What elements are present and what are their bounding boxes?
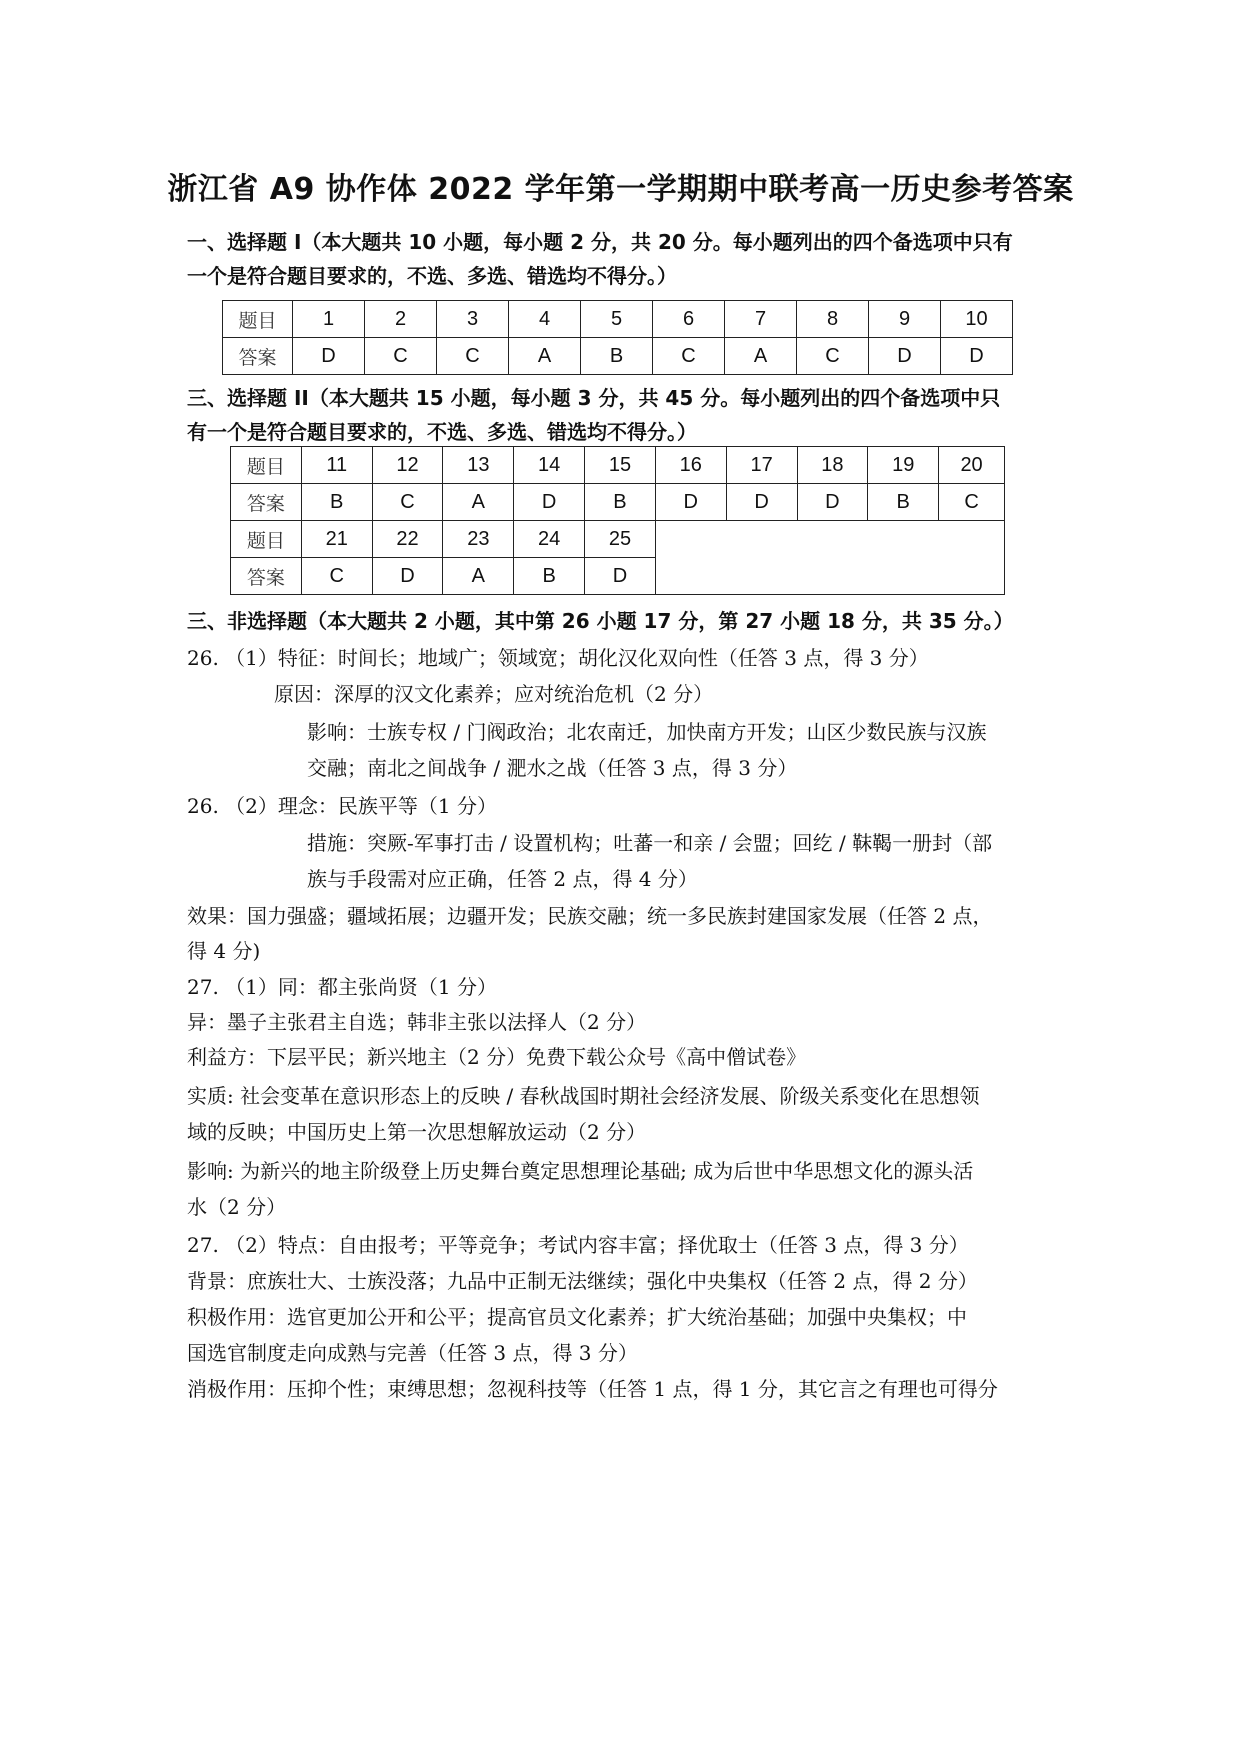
section1-heading-line1: 一、选择题 I（本大题共 10 小题，每小题 2 分，共 20 分。每小题列出的四个备选项中只有 bbox=[187, 230, 1013, 254]
answer-line: 背景：庶族壮大、士族没落；九品中正制无法继续；强化中央集权（任答 2 点，得 2 分） bbox=[187, 1269, 978, 1293]
question-number: 21 bbox=[301, 521, 372, 558]
answer-cell: C bbox=[301, 558, 372, 595]
question-number: 7 bbox=[725, 301, 797, 338]
answer-cell: D bbox=[797, 484, 868, 521]
question-number: 1 bbox=[293, 301, 365, 338]
answer-line: 效果：国力强盛；疆域拓展；边疆开发；民族交融；统一多民族封建国家发展（任答 2 点， bbox=[187, 904, 993, 928]
answer-cell: C bbox=[437, 338, 509, 375]
question-number: 14 bbox=[514, 447, 585, 484]
question-number: 17 bbox=[726, 447, 797, 484]
question-number: 13 bbox=[443, 447, 514, 484]
question-number: 8 bbox=[797, 301, 869, 338]
section3-heading: 三、非选择题（本大题共 2 小题，其中第 26 小题 17 分，第 27 小题 18 分，共 35 分。） bbox=[187, 609, 1014, 633]
answer-line: 得 4 分) bbox=[187, 939, 261, 963]
row-label-question: 题目 bbox=[231, 521, 302, 558]
question-number: 12 bbox=[372, 447, 443, 484]
answer-cell: B bbox=[585, 484, 656, 521]
answer-cell: A bbox=[509, 338, 581, 375]
answer-cell: A bbox=[443, 558, 514, 595]
row-label-answer: 答案 bbox=[231, 558, 302, 595]
section2-heading-line2: 有一个是符合题目要求的，不选、多选、错选均不得分。） bbox=[187, 420, 697, 444]
answer-line: 26. （2）理念：民族平等（1 分） bbox=[187, 794, 497, 818]
answer-cell: D bbox=[514, 484, 585, 521]
question-number: 6 bbox=[653, 301, 725, 338]
question-number: 15 bbox=[585, 447, 656, 484]
answer-line: 27. （1）同：都主张尚贤（1 分） bbox=[187, 975, 497, 999]
answer-cell: C bbox=[797, 338, 869, 375]
row-label-question: 题目 bbox=[231, 447, 302, 484]
answer-line: 交融；南北之间战争 / 淝水之战（任答 3 点，得 3 分） bbox=[307, 756, 798, 780]
question-number: 19 bbox=[868, 447, 939, 484]
answer-line: 原因：深厚的汉文化素养；应对统治危机（2 分） bbox=[274, 682, 714, 706]
answer-cell: D bbox=[293, 338, 365, 375]
answer-cell: C bbox=[365, 338, 437, 375]
answer-line: 水（2 分） bbox=[187, 1195, 287, 1219]
answer-cell: B bbox=[514, 558, 585, 595]
row-label-question: 题目 bbox=[223, 301, 293, 338]
question-number: 22 bbox=[372, 521, 443, 558]
answer-cell: C bbox=[653, 338, 725, 375]
question-number: 25 bbox=[585, 521, 656, 558]
answer-line: 国选官制度走向成熟与完善（任答 3 点，得 3 分） bbox=[187, 1341, 638, 1365]
section2-heading-line1: 三、选择题 II（本大题共 15 小题，每小题 3 分，共 45 分。每小题列出的四个备选项中只 bbox=[187, 386, 1001, 410]
question-number: 24 bbox=[514, 521, 585, 558]
answer-line: 措施：突厥-军事打击 / 设置机构；吐蕃一和亲 / 会盟；回纥 / 靺鞨一册封（部 bbox=[307, 831, 993, 855]
answer-cell: D bbox=[726, 484, 797, 521]
answer-cell: D bbox=[372, 558, 443, 595]
answer-cell: A bbox=[725, 338, 797, 375]
question-number: 9 bbox=[869, 301, 941, 338]
answer-cell: B bbox=[301, 484, 372, 521]
answer-line: 异：墨子主张君主自选；韩非主张以法择人（2 分） bbox=[187, 1010, 647, 1034]
section1-heading-line2: 一个是符合题目要求的，不选、多选、错选均不得分。） bbox=[187, 264, 677, 288]
question-number: 11 bbox=[301, 447, 372, 484]
question-number: 4 bbox=[509, 301, 581, 338]
answer-line: 实质: 社会变革在意识形态上的反映 / 春秋战国时期社会经济发展、阶级关系变化在思想领 bbox=[187, 1084, 980, 1108]
answer-cell: C bbox=[939, 484, 1005, 521]
question-number: 5 bbox=[581, 301, 653, 338]
answer-line: 利益方：下层平民；新兴地主（2 分）免费下载公众号《高中僧试卷》 bbox=[187, 1045, 807, 1069]
question-number: 16 bbox=[655, 447, 726, 484]
section1-answer-table bbox=[222, 300, 1013, 375]
page-title: 浙江省 A9 协作体 2022 学年第一学期期中联考高一历史参考答案 bbox=[167, 172, 1074, 207]
answer-line: 影响: 为新兴的地主阶级登上历史舞台奠定思想理论基础; 成为后世中华思想文化的源头活 bbox=[187, 1159, 974, 1183]
answer-cell: C bbox=[372, 484, 443, 521]
answer-line: 27. （2）特点：自由报考；平等竞争；考试内容丰富；择优取士（任答 3 点，得 3 分） bbox=[187, 1233, 969, 1257]
answer-line: 影响：士族专权 / 门阀政治；北农南迁，加快南方开发；山区少数民族与汉族 bbox=[307, 720, 987, 744]
answer-cell: D bbox=[655, 484, 726, 521]
question-number: 10 bbox=[941, 301, 1013, 338]
answer-cell: A bbox=[443, 484, 514, 521]
answer-line: 26. （1）特征：时间长；地域广；领域宽；胡化汉化双向性（任答 3 点，得 3 分） bbox=[187, 646, 929, 670]
answer-line: 族与手段需对应正确，任答 2 点，得 4 分） bbox=[307, 867, 698, 891]
question-number: 2 bbox=[365, 301, 437, 338]
answer-line: 消极作用：压抑个性；束缚思想；忽视科技等（任答 1 点，得 1 分，其它言之有理也可得分 bbox=[187, 1377, 998, 1401]
answer-cell: B bbox=[581, 338, 653, 375]
answer-cell: D bbox=[869, 338, 941, 375]
question-number: 23 bbox=[443, 521, 514, 558]
row-label-answer: 答案 bbox=[223, 338, 293, 375]
empty-cell bbox=[655, 521, 1004, 595]
question-number: 3 bbox=[437, 301, 509, 338]
answer-cell: D bbox=[585, 558, 656, 595]
question-number: 18 bbox=[797, 447, 868, 484]
answer-cell: D bbox=[941, 338, 1013, 375]
answer-line: 域的反映；中国历史上第一次思想解放运动（2 分） bbox=[187, 1120, 647, 1144]
answer-cell: B bbox=[868, 484, 939, 521]
row-label-answer: 答案 bbox=[231, 484, 302, 521]
question-number: 20 bbox=[939, 447, 1005, 484]
section2-answer-table bbox=[230, 446, 1005, 595]
answer-line: 积极作用：选官更加公开和公平；提高官员文化素养；扩大统治基础；加强中央集权；中 bbox=[187, 1305, 967, 1329]
